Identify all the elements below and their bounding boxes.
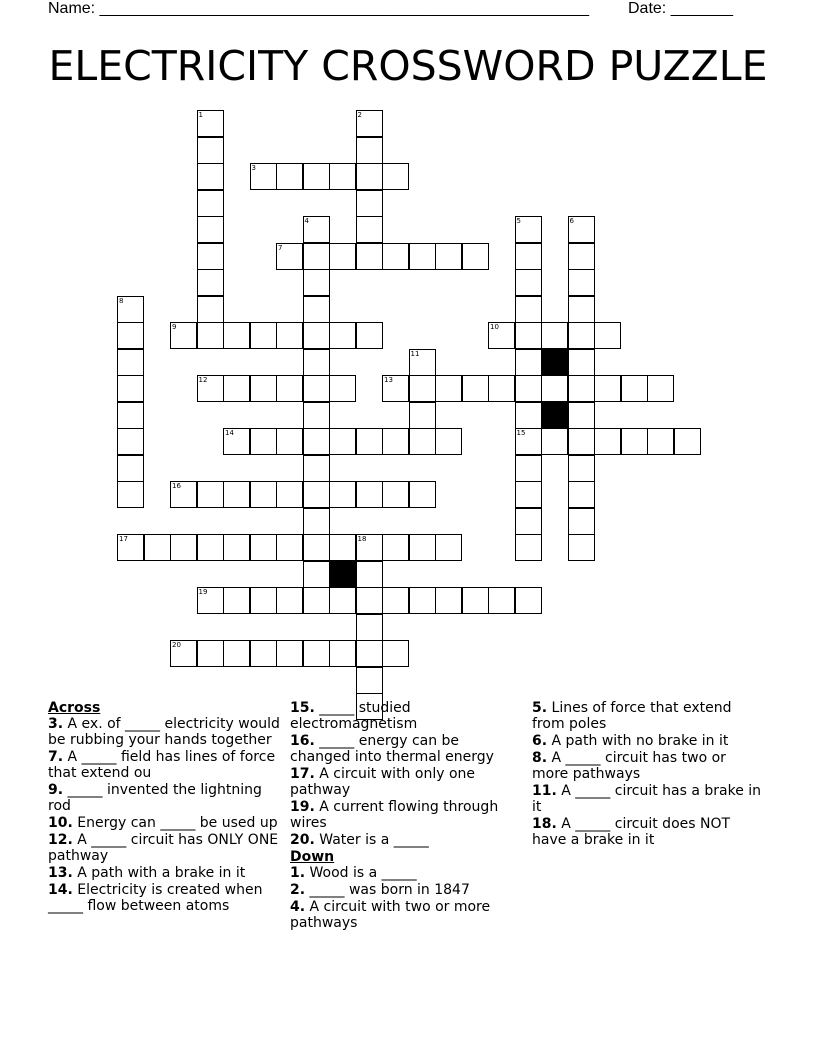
cell-number: 19 (198, 588, 208, 596)
crossword-cell[interactable] (223, 640, 250, 667)
crossword-cell[interactable] (197, 269, 224, 296)
clues-column-3 (532, 700, 764, 849)
crossword-cell[interactable] (568, 269, 595, 296)
crossword-cell[interactable] (250, 587, 277, 614)
crossword-cell[interactable] (144, 534, 171, 561)
crossword-cell[interactable] (356, 137, 383, 164)
crossword-cell[interactable] (462, 243, 489, 270)
date-field[interactable]: _______ (670, 0, 733, 17)
crossword-cell[interactable] (488, 587, 515, 614)
crossword-cell[interactable] (250, 534, 277, 561)
crossword-cell[interactable] (382, 481, 409, 508)
crossword-cell[interactable] (515, 296, 542, 323)
crossword-cell[interactable] (356, 640, 383, 667)
name-label: Name: (48, 0, 96, 17)
crossword-cell[interactable] (541, 375, 568, 402)
crossword-cell[interactable] (382, 534, 409, 561)
crossword-cell[interactable] (356, 428, 383, 455)
crossword-cell[interactable] (303, 455, 330, 482)
crossword-cell[interactable] (250, 481, 277, 508)
cell-number: 12 (198, 376, 208, 384)
crossword-cell[interactable] (276, 534, 303, 561)
crossword-cell[interactable] (515, 243, 542, 270)
crossword-cell[interactable] (356, 163, 383, 190)
crossword-cell[interactable] (117, 455, 144, 482)
clue-across-3: 3. A ex. of _____ electricity would be rubbing your hands together (48, 716, 280, 748)
crossword-cell[interactable] (329, 534, 356, 561)
crossword-cell[interactable] (621, 375, 648, 402)
crossword-cell[interactable] (303, 269, 330, 296)
crossword-cell[interactable] (647, 375, 674, 402)
crossword-cell[interactable] (621, 428, 648, 455)
cell-number: 2 (357, 111, 362, 119)
crossword-cell[interactable] (303, 640, 330, 667)
cell-number: 8 (119, 296, 124, 305)
crossword-cell[interactable] (250, 640, 277, 667)
cell-number: 5 (516, 217, 521, 225)
crossword-cell[interactable] (197, 243, 224, 270)
crossword-cell[interactable] (356, 587, 383, 614)
crossword-cell[interactable] (568, 534, 595, 561)
crossword-cell[interactable] (303, 481, 330, 508)
crossword-cell[interactable] (197, 137, 224, 164)
crossword-cell[interactable] (303, 322, 330, 349)
crossword-cell[interactable] (515, 534, 542, 561)
cell-number: 17 (119, 535, 128, 543)
crossword-cell[interactable] (568, 428, 595, 455)
page-title: ELECTRICITY CROSSWORD PUZZLE (48, 42, 768, 90)
crossword-cell[interactable] (409, 428, 436, 455)
crossword-cell[interactable] (197, 296, 224, 323)
crossword-cell[interactable] (329, 587, 356, 614)
crossword-cell[interactable] (409, 534, 436, 561)
crossword-cell[interactable] (568, 243, 595, 270)
clue-across-20: 20. Water is a _____ (290, 832, 429, 848)
crossword-cell[interactable] (197, 163, 224, 190)
cell-number: 18 (357, 535, 367, 543)
crossword-cell[interactable] (117, 481, 144, 508)
cell-number: 13 (384, 376, 393, 384)
crossword-cell[interactable] (568, 296, 595, 323)
cell-number: 10 (490, 323, 499, 331)
crossword-cell[interactable] (223, 481, 250, 508)
crossword-cell[interactable] (435, 243, 462, 270)
crossword-cell[interactable] (276, 322, 303, 349)
crossword-cell[interactable] (568, 455, 595, 482)
crossword-cell[interactable] (303, 587, 330, 614)
crossword-cell[interactable] (329, 375, 356, 402)
name-field[interactable]: _______________________________________________________ (99, 0, 589, 17)
crossword-cell[interactable] (250, 322, 277, 349)
crossword-cell[interactable] (276, 481, 303, 508)
crossword-cell[interactable] (409, 587, 436, 614)
crossword-cell[interactable] (435, 428, 462, 455)
date-label: Date: (628, 0, 667, 17)
crossword-cell[interactable] (197, 481, 224, 508)
crossword-cell[interactable] (594, 428, 621, 455)
crossword-cell[interactable] (435, 534, 462, 561)
crossword-cell[interactable] (117, 402, 144, 429)
crossword-cell[interactable] (197, 322, 224, 349)
crossword-cell[interactable] (117, 349, 144, 376)
cell-number: 1 (198, 111, 203, 119)
crossword-cell[interactable] (303, 349, 330, 376)
crossword-cell[interactable] (568, 349, 595, 376)
crossword-cell[interactable] (382, 587, 409, 614)
crossword-cell[interactable] (303, 534, 330, 561)
crossword-cell[interactable] (409, 243, 436, 270)
cell-number: 20 (172, 641, 181, 649)
crossword-cell[interactable] (303, 402, 330, 429)
crossword-cell[interactable] (382, 243, 409, 270)
clues-column-1 (48, 700, 280, 915)
crossword-cell[interactable] (409, 402, 436, 429)
cell-number: 3 (251, 164, 256, 172)
crossword-cell[interactable] (515, 587, 542, 614)
crossword-cell[interactable] (329, 243, 356, 270)
crossword-cell[interactable] (223, 587, 250, 614)
crossword-cell[interactable] (356, 216, 383, 243)
clue-down-11: 11. A _____ circuit has a brake in it (532, 783, 762, 815)
clue-down-4: 4. A circuit with two or more pathways (290, 899, 491, 931)
crossword-cell[interactable] (568, 322, 595, 349)
crossword-cell[interactable] (568, 508, 595, 535)
clue-down-5: 5. Lines of force that extend from poles (532, 700, 732, 732)
crossword-cell[interactable] (329, 428, 356, 455)
black-square (541, 402, 568, 429)
crossword-cell[interactable] (515, 508, 542, 535)
crossword-cell[interactable] (276, 640, 303, 667)
crossword-cell[interactable] (117, 428, 144, 455)
crossword-cell[interactable] (250, 375, 277, 402)
crossword-cell[interactable] (568, 375, 595, 402)
crossword-cell[interactable] (356, 481, 383, 508)
clue-across-17: 17. A circuit with only one pathway (290, 766, 475, 798)
crossword-cell[interactable] (329, 322, 356, 349)
cell-number: 15 (516, 429, 526, 437)
crossword-cell[interactable] (223, 375, 250, 402)
crossword-cell[interactable] (409, 481, 436, 508)
crossword-cell[interactable] (329, 163, 356, 190)
cell-number: 11 (410, 349, 420, 358)
crossword-cell[interactable] (356, 190, 383, 217)
crossword-cell[interactable] (197, 216, 224, 243)
clue-down-2: 2. _____ was born in 1847 (290, 882, 470, 898)
crossword-cell[interactable] (197, 190, 224, 217)
crossword-cell[interactable] (541, 322, 568, 349)
crossword-cell[interactable] (356, 614, 383, 641)
cell-number: 4 (304, 217, 309, 225)
crossword-cell[interactable] (303, 428, 330, 455)
clue-down-18: 18. A _____ circuit does NOT have a brake in it (532, 816, 731, 848)
crossword-cell[interactable] (303, 508, 330, 535)
crossword-cell[interactable] (250, 428, 277, 455)
clue-across-7: 7. A _____ field has lines of force that extend ou (48, 749, 276, 781)
clue-down-6: 6. A path with no brake in it (532, 733, 729, 749)
black-square (541, 349, 568, 376)
crossword-cell[interactable] (515, 402, 542, 429)
crossword-cell[interactable] (303, 163, 330, 190)
clue-across-14: 14. Electricity is created when _____ flow between atoms (48, 882, 263, 914)
cell-number: 16 (172, 482, 181, 490)
crossword-cell[interactable] (488, 375, 515, 402)
crossword-cell[interactable] (303, 561, 330, 588)
crossword-cell[interactable] (117, 322, 144, 349)
crossword-cell[interactable] (435, 587, 462, 614)
across-heading: Across (48, 700, 101, 716)
crossword-cell[interactable] (382, 640, 409, 667)
crossword-cell[interactable] (223, 534, 250, 561)
crossword-cell[interactable] (515, 322, 542, 349)
crossword-cell[interactable] (356, 243, 383, 270)
crossword-cell[interactable] (356, 322, 383, 349)
clue-down-8: 8. A _____ circuit has two or more pathways (532, 750, 726, 782)
crossword-cell[interactable] (594, 322, 621, 349)
crossword-cell[interactable] (515, 349, 542, 376)
cell-number: 9 (172, 323, 177, 331)
crossword-cell[interactable] (568, 481, 595, 508)
clue-across-16: 16. _____ energy can be changed into thermal energy (290, 733, 494, 765)
crossword-cell[interactable] (409, 375, 436, 402)
crossword-cell[interactable] (674, 428, 701, 455)
clue-across-13: 13. A path with a brake in it (48, 865, 246, 881)
crossword-cell[interactable] (647, 428, 674, 455)
crossword-cell[interactable] (356, 561, 383, 588)
clues-column-2 (290, 700, 522, 932)
clue-across-9: 9. _____ invented the lightning rod (48, 782, 262, 814)
clue-down-1: 1. Wood is a _____ (290, 865, 417, 881)
black-square (329, 561, 356, 588)
crossword-cell[interactable] (329, 640, 356, 667)
crossword-cell[interactable] (276, 587, 303, 614)
crossword-cell[interactable] (382, 163, 409, 190)
clue-across-19: 19. A current flowing through wires (290, 799, 499, 831)
clue-across-10: 10. Energy can _____ be used up (48, 815, 278, 831)
crossword-cell[interactable] (276, 375, 303, 402)
crossword-cell[interactable] (541, 428, 568, 455)
crossword-cell[interactable] (515, 375, 542, 402)
cell-number: 14 (225, 429, 234, 437)
down-heading: Down (290, 849, 335, 865)
crossword-cell[interactable] (170, 534, 197, 561)
crossword-cell[interactable] (462, 587, 489, 614)
crossword-cell[interactable] (276, 163, 303, 190)
crossword-cell[interactable] (462, 375, 489, 402)
crossword-cell[interactable] (568, 402, 595, 429)
crossword-cell[interactable] (515, 269, 542, 296)
crossword-cell[interactable] (303, 243, 330, 270)
crossword-cell[interactable] (303, 375, 330, 402)
crossword-cell[interactable] (515, 481, 542, 508)
crossword-cell[interactable] (515, 455, 542, 482)
crossword-cell[interactable] (356, 667, 383, 694)
crossword-cell[interactable] (223, 322, 250, 349)
crossword-cell[interactable] (276, 428, 303, 455)
crossword-cell[interactable] (197, 534, 224, 561)
crossword-cell[interactable] (303, 296, 330, 323)
cell-number: 7 (278, 243, 283, 252)
crossword-cell[interactable] (197, 640, 224, 667)
clue-across-12: 12. A _____ circuit has ONLY ONE pathway (48, 832, 279, 864)
crossword-cell[interactable] (329, 481, 356, 508)
crossword-cell[interactable] (435, 375, 462, 402)
crossword-cell[interactable] (117, 375, 144, 402)
cell-number: 6 (569, 217, 574, 225)
crossword-cell[interactable] (382, 428, 409, 455)
crossword-cell[interactable] (594, 375, 621, 402)
clue-across-15: 15. _____ studied electromagnetism (290, 700, 418, 732)
